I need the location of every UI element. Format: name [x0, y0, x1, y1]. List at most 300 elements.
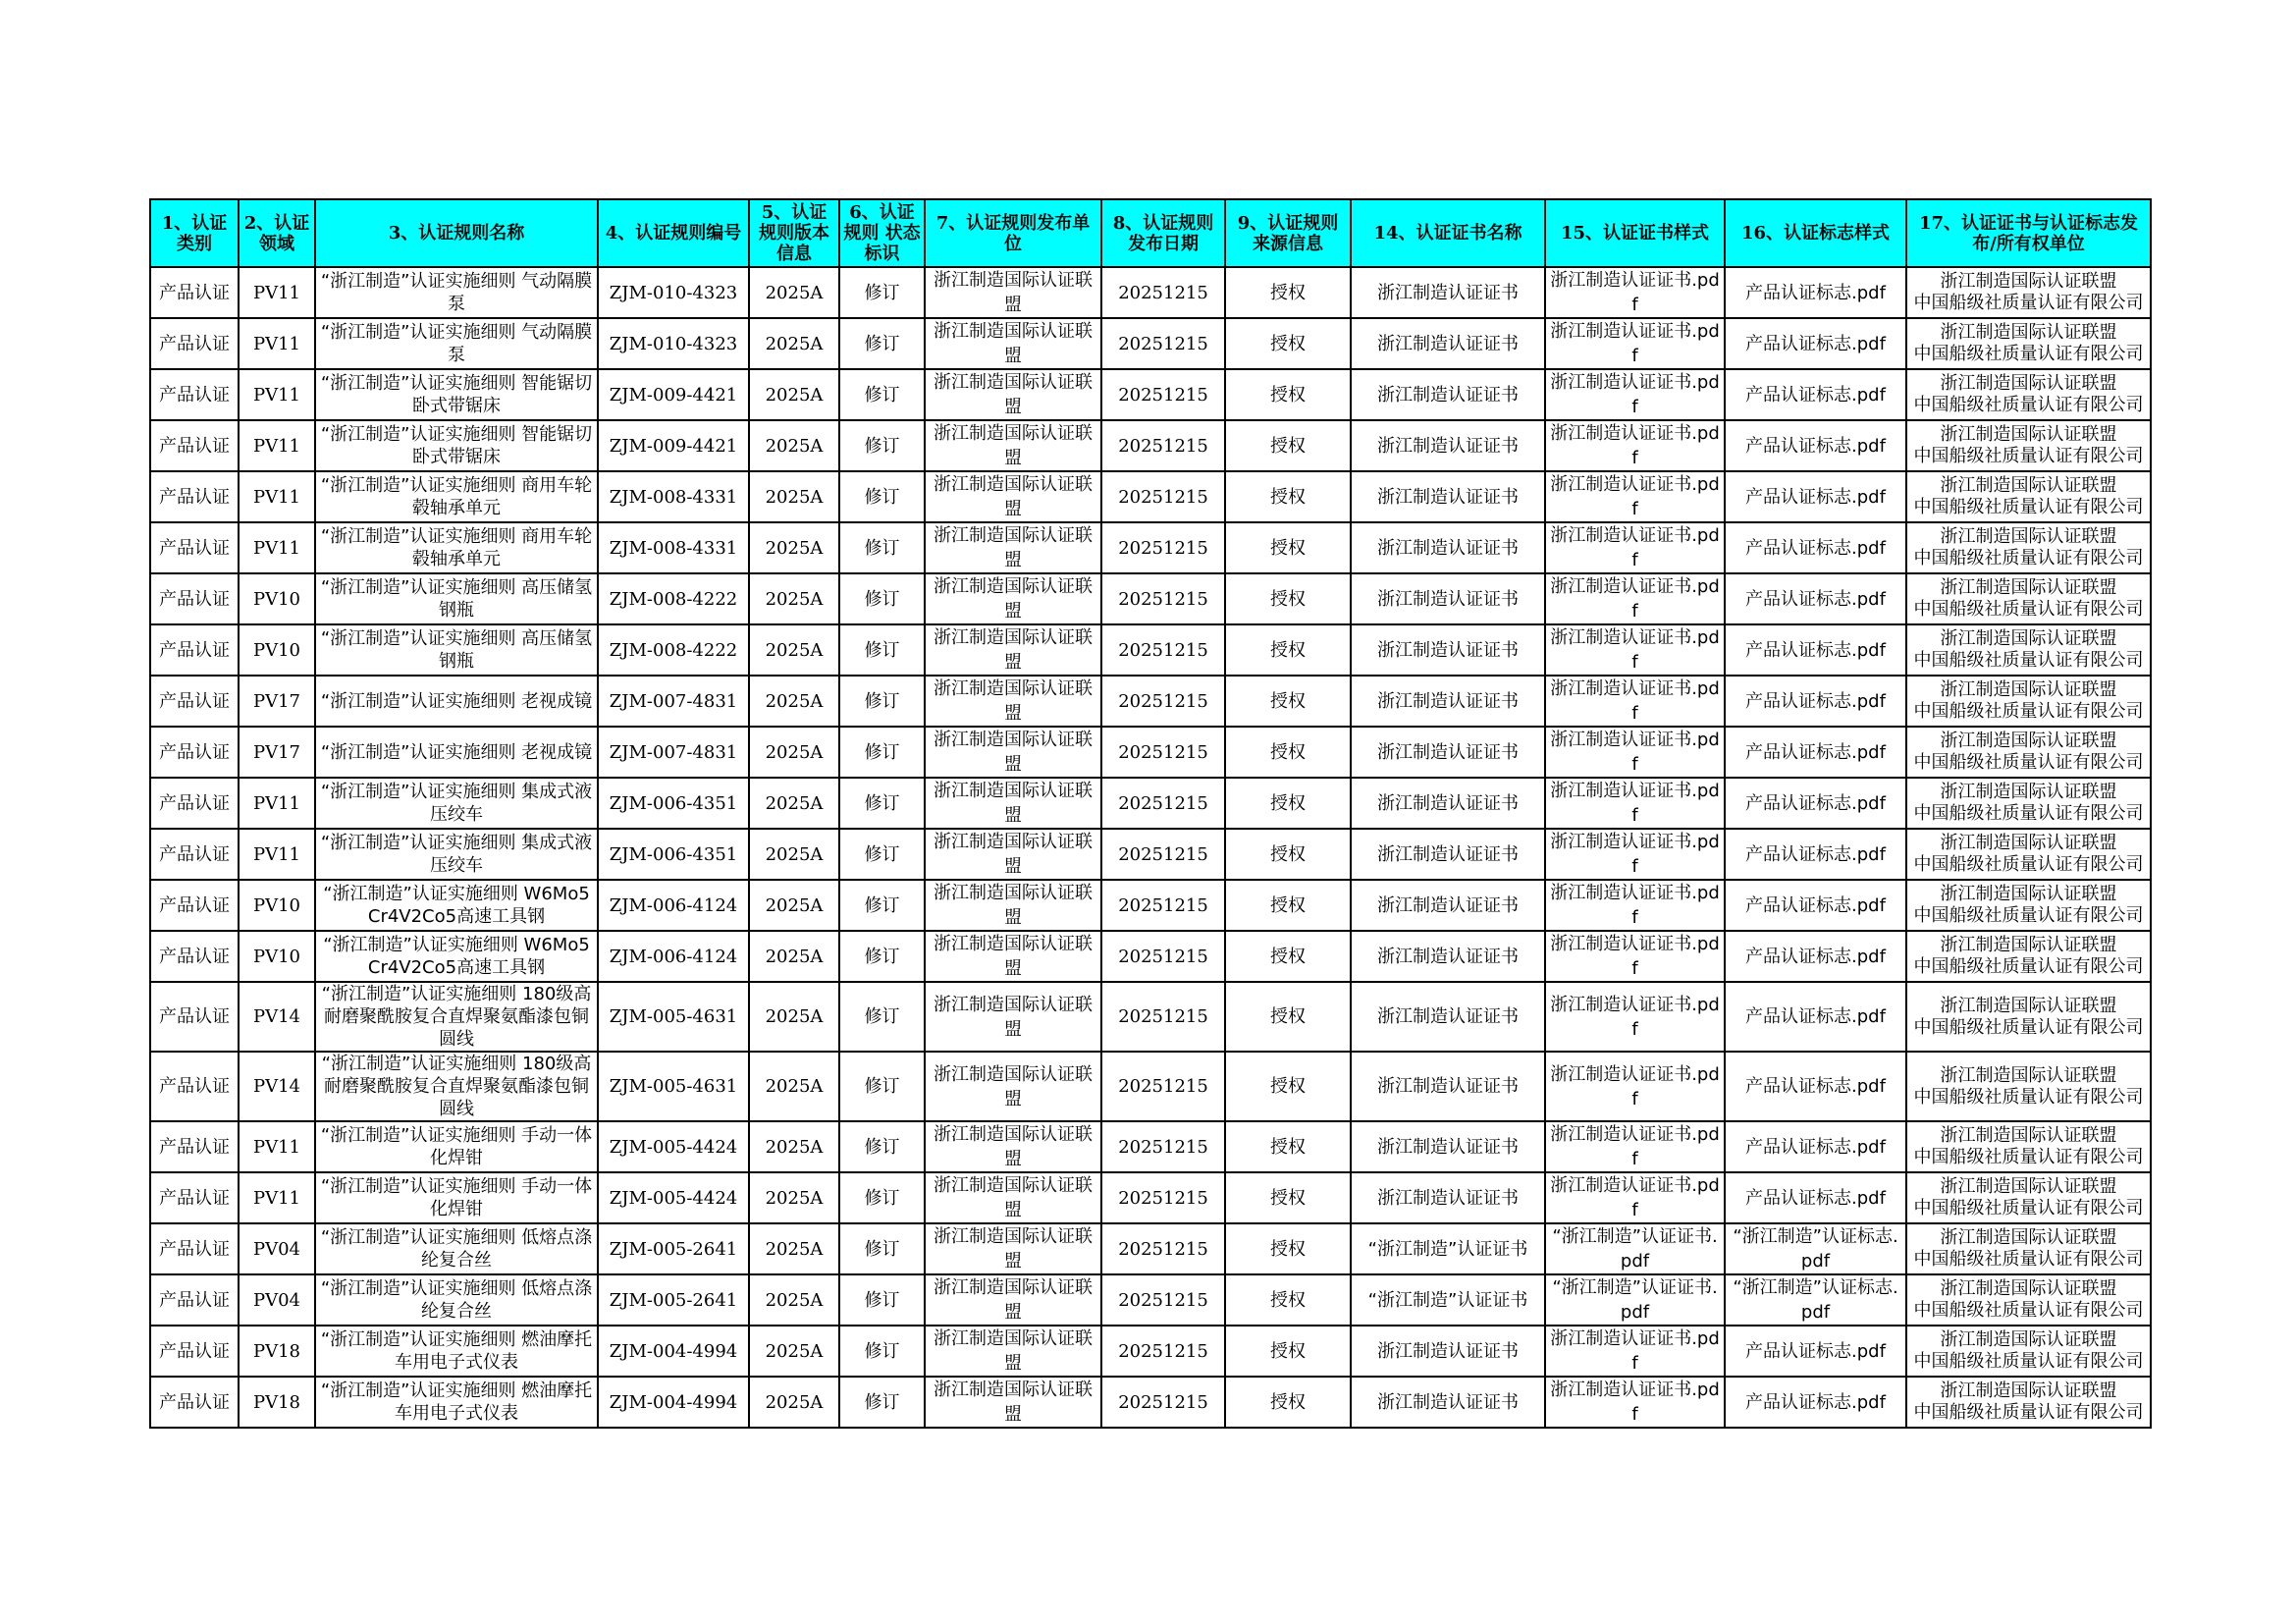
rule-code-cell: ZJM-006-4351 — [598, 778, 749, 829]
publisher-cell: 浙江制造国际认证联盟 — [925, 573, 1101, 624]
table-row — [150, 727, 2151, 778]
status-cell: 修订 — [839, 1052, 925, 1121]
mark-style-cell: 产品认证标志.pdf — [1725, 573, 1906, 624]
rule-code-cell: ZJM-004-4994 — [598, 1326, 749, 1377]
cert-style-cell: 浙江制造认证证书.pdf — [1545, 931, 1725, 982]
owner-line-1: 浙江制造国际认证联盟 — [1940, 475, 2117, 496]
cert-style-cell: 浙江制造认证证书.pdf — [1545, 267, 1725, 318]
source-cell: 授权 — [1225, 267, 1351, 318]
category-cell: 产品认证 — [150, 318, 239, 369]
field-cell: PV10 — [239, 931, 315, 982]
mark-style-cell: 产品认证标志.pdf — [1725, 982, 1906, 1052]
table-row — [150, 982, 2151, 1052]
owner-cell — [1906, 318, 2151, 369]
owner-cell — [1906, 1326, 2151, 1377]
category-cell: 产品认证 — [150, 624, 239, 676]
publisher-cell: 浙江制造国际认证联盟 — [925, 829, 1101, 880]
owner-line-1: 浙江制造国际认证联盟 — [1940, 1064, 2117, 1086]
table-row — [150, 369, 2151, 420]
rule-code-cell: ZJM-005-2641 — [598, 1223, 749, 1274]
status-cell: 修订 — [839, 1274, 925, 1326]
version-cell: 2025A — [749, 1172, 839, 1223]
owner-line-1: 浙江制造国际认证联盟 — [1940, 1278, 2117, 1299]
owner-line-2: 中国船级社质量认证有限公司 — [1913, 293, 2144, 313]
category-cell: 产品认证 — [150, 880, 239, 931]
owner-line-1: 浙江制造国际认证联盟 — [1940, 833, 2117, 853]
owner-line-2: 中国船级社质量认证有限公司 — [1913, 1300, 2144, 1321]
rule-code-cell: ZJM-004-4994 — [598, 1377, 749, 1428]
table-row — [150, 522, 2151, 573]
owner-line-1: 浙江制造国际认证联盟 — [1940, 884, 2117, 904]
version-cell: 2025A — [749, 420, 839, 471]
owner-line-2: 中国船级社质量认证有限公司 — [1913, 1016, 2144, 1038]
status-cell: 修订 — [839, 1326, 925, 1377]
version-cell: 2025A — [749, 318, 839, 369]
rule-code-cell: ZJM-006-4351 — [598, 829, 749, 880]
cert-name-cell: 浙江制造认证证书 — [1351, 624, 1545, 676]
rule-code-cell: ZJM-005-4631 — [598, 1052, 749, 1121]
version-cell: 2025A — [749, 1326, 839, 1377]
publish-date-cell: 20251215 — [1101, 1274, 1225, 1326]
category-cell: 产品认证 — [150, 522, 239, 573]
publish-date-cell: 20251215 — [1101, 267, 1225, 318]
source-cell: 授权 — [1225, 1052, 1351, 1121]
cert-name-cell: 浙江制造认证证书 — [1351, 829, 1545, 880]
version-cell: 2025A — [749, 982, 839, 1052]
field-cell: PV11 — [239, 829, 315, 880]
rule-name-cell: “浙江制造”认证实施细则 燃油摩托车用电子式仪表 — [315, 1377, 598, 1428]
cert-name-cell: “浙江制造”认证证书 — [1351, 1223, 1545, 1274]
cert-name-cell: 浙江制造认证证书 — [1351, 1121, 1545, 1172]
owner-cell — [1906, 1223, 2151, 1274]
publisher-cell: 浙江制造国际认证联盟 — [925, 1121, 1101, 1172]
publish-date-cell: 20251215 — [1101, 318, 1225, 369]
mark-style-cell: 产品认证标志.pdf — [1725, 1172, 1906, 1223]
cert-name-cell: 浙江制造认证证书 — [1351, 471, 1545, 522]
cert-name-cell: 浙江制造认证证书 — [1351, 522, 1545, 573]
category-cell: 产品认证 — [150, 1121, 239, 1172]
table-row — [150, 1274, 2151, 1326]
owner-line-1: 浙江制造国际认证联盟 — [1940, 1380, 2117, 1401]
category-cell: 产品认证 — [150, 1274, 239, 1326]
cert-name-cell: 浙江制造认证证书 — [1351, 778, 1545, 829]
category-cell: 产品认证 — [150, 778, 239, 829]
cert-name-cell: 浙江制造认证证书 — [1351, 1377, 1545, 1428]
table-row — [150, 1121, 2151, 1172]
owner-cell — [1906, 1274, 2151, 1326]
source-cell: 授权 — [1225, 318, 1351, 369]
header-cell: 5、认证规则版本信息 — [749, 199, 839, 267]
header-cell: 6、认证规则 状态标识 — [839, 199, 925, 267]
header-cell: 14、认证证书名称 — [1351, 199, 1545, 267]
field-cell: PV14 — [239, 982, 315, 1052]
field-cell: PV10 — [239, 880, 315, 931]
owner-cell — [1906, 1052, 2151, 1121]
table-row — [150, 1377, 2151, 1428]
field-cell: PV11 — [239, 369, 315, 420]
cert-name-cell: 浙江制造认证证书 — [1351, 1326, 1545, 1377]
header-cell: 7、认证规则发布单位 — [925, 199, 1101, 267]
rule-name-cell: “浙江制造”认证实施细则 智能锯切卧式带锯床 — [315, 420, 598, 471]
publish-date-cell: 20251215 — [1101, 931, 1225, 982]
mark-style-cell: 产品认证标志.pdf — [1725, 676, 1906, 727]
cert-style-cell: 浙江制造认证证书.pdf — [1545, 471, 1725, 522]
owner-line-2: 中国船级社质量认证有限公司 — [1913, 956, 2144, 977]
version-cell: 2025A — [749, 1223, 839, 1274]
owner-cell — [1906, 1121, 2151, 1172]
publish-date-cell: 20251215 — [1101, 471, 1225, 522]
owner-cell — [1906, 676, 2151, 727]
mark-style-cell: 产品认证标志.pdf — [1725, 829, 1906, 880]
owner-line-2: 中国船级社质量认证有限公司 — [1913, 1147, 2144, 1167]
table-row — [150, 880, 2151, 931]
table-row — [150, 778, 2151, 829]
publish-date-cell: 20251215 — [1101, 369, 1225, 420]
source-cell: 授权 — [1225, 522, 1351, 573]
owner-line-2: 中国船级社质量认证有限公司 — [1913, 599, 2144, 620]
owner-line-2: 中国船级社质量认证有限公司 — [1913, 854, 2144, 875]
cert-name-cell: 浙江制造认证证书 — [1351, 369, 1545, 420]
owner-line-1: 浙江制造国际认证联盟 — [1940, 271, 2117, 292]
field-cell: PV04 — [239, 1274, 315, 1326]
publisher-cell: 浙江制造国际认证联盟 — [925, 1326, 1101, 1377]
category-cell: 产品认证 — [150, 1052, 239, 1121]
publish-date-cell: 20251215 — [1101, 1121, 1225, 1172]
field-cell: PV04 — [239, 1223, 315, 1274]
category-cell: 产品认证 — [150, 931, 239, 982]
owner-cell — [1906, 931, 2151, 982]
publish-date-cell: 20251215 — [1101, 573, 1225, 624]
category-cell: 产品认证 — [150, 420, 239, 471]
owner-line-2: 中国船级社质量认证有限公司 — [1913, 905, 2144, 926]
category-cell: 产品认证 — [150, 471, 239, 522]
category-cell: 产品认证 — [150, 727, 239, 778]
owner-line-2: 中国船级社质量认证有限公司 — [1913, 1351, 2144, 1372]
owner-line-2: 中国船级社质量认证有限公司 — [1913, 650, 2144, 671]
owner-line-1: 浙江制造国际认证联盟 — [1940, 782, 2117, 802]
publish-date-cell: 20251215 — [1101, 778, 1225, 829]
cert-style-cell: 浙江制造认证证书.pdf — [1545, 676, 1725, 727]
mark-style-cell: 产品认证标志.pdf — [1725, 880, 1906, 931]
publish-date-cell: 20251215 — [1101, 1172, 1225, 1223]
rule-name-cell: “浙江制造”认证实施细则 手动一体化焊钳 — [315, 1121, 598, 1172]
owner-line-2: 中国船级社质量认证有限公司 — [1913, 446, 2144, 466]
cert-style-cell: 浙江制造认证证书.pdf — [1545, 369, 1725, 420]
header-cell: 16、认证标志样式 — [1725, 199, 1906, 267]
publisher-cell: 浙江制造国际认证联盟 — [925, 931, 1101, 982]
rule-name-cell: “浙江制造”认证实施细则 180级高耐磨聚酰胺复合直焊聚氨酯漆包铜圆线 — [315, 982, 598, 1052]
version-cell: 2025A — [749, 522, 839, 573]
version-cell: 2025A — [749, 369, 839, 420]
field-cell: PV11 — [239, 778, 315, 829]
owner-cell — [1906, 369, 2151, 420]
owner-line-2: 中国船级社质量认证有限公司 — [1913, 803, 2144, 824]
rule-code-cell: ZJM-008-4331 — [598, 522, 749, 573]
owner-line-2: 中国船级社质量认证有限公司 — [1913, 344, 2144, 364]
source-cell: 授权 — [1225, 982, 1351, 1052]
source-cell: 授权 — [1225, 1121, 1351, 1172]
rule-code-cell: ZJM-008-4222 — [598, 573, 749, 624]
status-cell: 修订 — [839, 1377, 925, 1428]
category-cell: 产品认证 — [150, 267, 239, 318]
owner-line-1: 浙江制造国际认证联盟 — [1940, 526, 2117, 547]
publisher-cell: 浙江制造国际认证联盟 — [925, 1274, 1101, 1326]
publish-date-cell: 20251215 — [1101, 982, 1225, 1052]
header-cell: 17、认证证书与认证标志发布/所有权单位 — [1906, 199, 2151, 267]
field-cell: PV11 — [239, 420, 315, 471]
publisher-cell: 浙江制造国际认证联盟 — [925, 471, 1101, 522]
publisher-cell: 浙江制造国际认证联盟 — [925, 522, 1101, 573]
rule-name-cell: “浙江制造”认证实施细则 老视成镜 — [315, 727, 598, 778]
version-cell: 2025A — [749, 778, 839, 829]
owner-line-2: 中国船级社质量认证有限公司 — [1913, 1402, 2144, 1423]
owner-line-2: 中国船级社质量认证有限公司 — [1913, 701, 2144, 722]
publisher-cell: 浙江制造国际认证联盟 — [925, 676, 1101, 727]
rule-code-cell: ZJM-010-4323 — [598, 267, 749, 318]
category-cell: 产品认证 — [150, 1377, 239, 1428]
rule-name-cell: “浙江制造”认证实施细则 气动隔膜泵 — [315, 267, 598, 318]
publish-date-cell: 20251215 — [1101, 676, 1225, 727]
status-cell: 修订 — [839, 267, 925, 318]
owner-cell — [1906, 573, 2151, 624]
rule-code-cell: ZJM-005-4424 — [598, 1172, 749, 1223]
version-cell: 2025A — [749, 471, 839, 522]
publish-date-cell: 20251215 — [1101, 1326, 1225, 1377]
source-cell: 授权 — [1225, 778, 1351, 829]
cert-name-cell: 浙江制造认证证书 — [1351, 1052, 1545, 1121]
table-row — [150, 829, 2151, 880]
owner-line-1: 浙江制造国际认证联盟 — [1940, 995, 2117, 1016]
owner-cell — [1906, 1377, 2151, 1428]
version-cell: 2025A — [749, 931, 839, 982]
status-cell: 修订 — [839, 420, 925, 471]
owner-cell — [1906, 727, 2151, 778]
source-cell: 授权 — [1225, 1326, 1351, 1377]
version-cell: 2025A — [749, 829, 839, 880]
source-cell: 授权 — [1225, 573, 1351, 624]
owner-cell — [1906, 1172, 2151, 1223]
source-cell: 授权 — [1225, 727, 1351, 778]
publisher-cell: 浙江制造国际认证联盟 — [925, 420, 1101, 471]
mark-style-cell: 产品认证标志.pdf — [1725, 1121, 1906, 1172]
table-row — [150, 318, 2151, 369]
publish-date-cell: 20251215 — [1101, 1052, 1225, 1121]
version-cell: 2025A — [749, 1377, 839, 1428]
owner-line-2: 中国船级社质量认证有限公司 — [1913, 1086, 2144, 1108]
rule-code-cell: ZJM-006-4124 — [598, 880, 749, 931]
rule-name-cell: “浙江制造”认证实施细则 集成式液压绞车 — [315, 829, 598, 880]
owner-cell — [1906, 982, 2151, 1052]
mark-style-cell: 产品认证标志.pdf — [1725, 471, 1906, 522]
rule-name-cell: “浙江制造”认证实施细则 低熔点涤纶复合丝 — [315, 1223, 598, 1274]
publisher-cell: 浙江制造国际认证联盟 — [925, 1172, 1101, 1223]
publish-date-cell: 20251215 — [1101, 522, 1225, 573]
field-cell: PV17 — [239, 727, 315, 778]
version-cell: 2025A — [749, 880, 839, 931]
mark-style-cell: 产品认证标志.pdf — [1725, 1052, 1906, 1121]
publisher-cell: 浙江制造国际认证联盟 — [925, 1223, 1101, 1274]
cert-name-cell: 浙江制造认证证书 — [1351, 880, 1545, 931]
cert-name-cell: 浙江制造认证证书 — [1351, 982, 1545, 1052]
owner-line-2: 中国船级社质量认证有限公司 — [1913, 497, 2144, 517]
rule-name-cell: “浙江制造”认证实施细则 W6Mo5Cr4V2Co5高速工具钢 — [315, 880, 598, 931]
cert-style-cell: 浙江制造认证证书.pdf — [1545, 624, 1725, 676]
table-row — [150, 624, 2151, 676]
owner-cell — [1906, 420, 2151, 471]
owner-line-1: 浙江制造国际认证联盟 — [1940, 628, 2117, 649]
rule-name-cell: “浙江制造”认证实施细则 低熔点涤纶复合丝 — [315, 1274, 598, 1326]
publisher-cell: 浙江制造国际认证联盟 — [925, 318, 1101, 369]
status-cell: 修订 — [839, 1172, 925, 1223]
status-cell: 修订 — [839, 931, 925, 982]
rule-name-cell: “浙江制造”认证实施细则 气动隔膜泵 — [315, 318, 598, 369]
owner-cell — [1906, 880, 2151, 931]
publisher-cell: 浙江制造国际认证联盟 — [925, 982, 1101, 1052]
mark-style-cell: 产品认证标志.pdf — [1725, 624, 1906, 676]
cert-style-cell: 浙江制造认证证书.pdf — [1545, 829, 1725, 880]
source-cell: 授权 — [1225, 1172, 1351, 1223]
cert-style-cell: 浙江制造认证证书.pdf — [1545, 880, 1725, 931]
mark-style-cell: 产品认证标志.pdf — [1725, 318, 1906, 369]
rule-code-cell: ZJM-005-4631 — [598, 982, 749, 1052]
mark-style-cell: “浙江制造”认证标志.pdf — [1725, 1274, 1906, 1326]
field-cell: PV18 — [239, 1326, 315, 1377]
source-cell: 授权 — [1225, 1274, 1351, 1326]
cert-name-cell: 浙江制造认证证书 — [1351, 420, 1545, 471]
mark-style-cell: 产品认证标志.pdf — [1725, 522, 1906, 573]
table-row — [150, 676, 2151, 727]
version-cell: 2025A — [749, 267, 839, 318]
status-cell: 修订 — [839, 676, 925, 727]
rule-code-cell: ZJM-009-4421 — [598, 369, 749, 420]
cert-style-cell: 浙江制造认证证书.pdf — [1545, 522, 1725, 573]
owner-line-2: 中国船级社质量认证有限公司 — [1913, 1249, 2144, 1270]
field-cell: PV11 — [239, 318, 315, 369]
rule-code-cell: ZJM-005-4424 — [598, 1121, 749, 1172]
rule-name-cell: “浙江制造”认证实施细则 商用车轮毂轴承单元 — [315, 522, 598, 573]
owner-line-2: 中国船级社质量认证有限公司 — [1913, 752, 2144, 773]
table-row — [150, 1172, 2151, 1223]
status-cell: 修订 — [839, 624, 925, 676]
publish-date-cell: 20251215 — [1101, 624, 1225, 676]
cert-style-cell: “浙江制造”认证证书.pdf — [1545, 1223, 1725, 1274]
cert-style-cell: 浙江制造认证证书.pdf — [1545, 727, 1725, 778]
publisher-cell: 浙江制造国际认证联盟 — [925, 727, 1101, 778]
owner-line-2: 中国船级社质量认证有限公司 — [1913, 548, 2144, 568]
mark-style-cell: 产品认证标志.pdf — [1725, 267, 1906, 318]
owner-cell — [1906, 624, 2151, 676]
status-cell: 修订 — [839, 522, 925, 573]
publish-date-cell: 20251215 — [1101, 1377, 1225, 1428]
owner-cell — [1906, 778, 2151, 829]
owner-line-1: 浙江制造国际认证联盟 — [1940, 373, 2117, 394]
publish-date-cell: 20251215 — [1101, 829, 1225, 880]
rule-code-cell: ZJM-007-4831 — [598, 727, 749, 778]
header-cell: 9、认证规则来源信息 — [1225, 199, 1351, 267]
field-cell: PV11 — [239, 1121, 315, 1172]
category-cell: 产品认证 — [150, 676, 239, 727]
category-cell: 产品认证 — [150, 573, 239, 624]
owner-cell — [1906, 267, 2151, 318]
publisher-cell: 浙江制造国际认证联盟 — [925, 1377, 1101, 1428]
field-cell: PV10 — [239, 624, 315, 676]
owner-line-1: 浙江制造国际认证联盟 — [1940, 935, 2117, 955]
cert-name-cell: 浙江制造认证证书 — [1351, 573, 1545, 624]
table-row — [150, 573, 2151, 624]
version-cell: 2025A — [749, 1052, 839, 1121]
field-cell: PV11 — [239, 1172, 315, 1223]
cert-name-cell: 浙江制造认证证书 — [1351, 727, 1545, 778]
cert-name-cell: 浙江制造认证证书 — [1351, 676, 1545, 727]
category-cell: 产品认证 — [150, 1326, 239, 1377]
owner-line-2: 中国船级社质量认证有限公司 — [1913, 395, 2144, 415]
source-cell: 授权 — [1225, 624, 1351, 676]
status-cell: 修订 — [839, 727, 925, 778]
field-cell: PV11 — [239, 522, 315, 573]
table-row — [150, 931, 2151, 982]
cert-name-cell: 浙江制造认证证书 — [1351, 318, 1545, 369]
owner-line-1: 浙江制造国际认证联盟 — [1940, 679, 2117, 700]
field-cell: PV11 — [239, 471, 315, 522]
mark-style-cell: 产品认证标志.pdf — [1725, 1326, 1906, 1377]
source-cell: 授权 — [1225, 369, 1351, 420]
mark-style-cell: “浙江制造”认证标志.pdf — [1725, 1223, 1906, 1274]
status-cell: 修订 — [839, 880, 925, 931]
version-cell: 2025A — [749, 676, 839, 727]
cert-name-cell: 浙江制造认证证书 — [1351, 1172, 1545, 1223]
publisher-cell: 浙江制造国际认证联盟 — [925, 778, 1101, 829]
owner-cell — [1906, 522, 2151, 573]
version-cell: 2025A — [749, 624, 839, 676]
publish-date-cell: 20251215 — [1101, 420, 1225, 471]
publisher-cell: 浙江制造国际认证联盟 — [925, 369, 1101, 420]
header-cell: 2、认证领域 — [239, 199, 315, 267]
owner-cell — [1906, 471, 2151, 522]
header-row — [150, 199, 2151, 267]
field-cell: PV17 — [239, 676, 315, 727]
field-cell: PV11 — [239, 267, 315, 318]
rule-name-cell: “浙江制造”认证实施细则 老视成镜 — [315, 676, 598, 727]
table-row — [150, 420, 2151, 471]
header-cell: 4、认证规则编号 — [598, 199, 749, 267]
status-cell: 修订 — [839, 471, 925, 522]
cert-style-cell: 浙江制造认证证书.pdf — [1545, 420, 1725, 471]
cert-style-cell: 浙江制造认证证书.pdf — [1545, 1121, 1725, 1172]
rule-name-cell: “浙江制造”认证实施细则 180级高耐磨聚酰胺复合直焊聚氨酯漆包铜圆线 — [315, 1052, 598, 1121]
rule-code-cell: ZJM-007-4831 — [598, 676, 749, 727]
mark-style-cell: 产品认证标志.pdf — [1725, 931, 1906, 982]
publisher-cell: 浙江制造国际认证联盟 — [925, 1052, 1101, 1121]
cert-style-cell: 浙江制造认证证书.pdf — [1545, 1052, 1725, 1121]
status-cell: 修订 — [839, 573, 925, 624]
publish-date-cell: 20251215 — [1101, 727, 1225, 778]
rule-code-cell: ZJM-010-4323 — [598, 318, 749, 369]
cert-style-cell: 浙江制造认证证书.pdf — [1545, 1377, 1725, 1428]
rule-code-cell: ZJM-009-4421 — [598, 420, 749, 471]
field-cell: PV14 — [239, 1052, 315, 1121]
owner-line-1: 浙江制造国际认证联盟 — [1940, 1329, 2117, 1350]
category-cell: 产品认证 — [150, 829, 239, 880]
header-cell: 1、认证类别 — [150, 199, 239, 267]
rule-code-cell: ZJM-006-4124 — [598, 931, 749, 982]
publisher-cell: 浙江制造国际认证联盟 — [925, 880, 1101, 931]
table-row — [150, 1052, 2151, 1121]
status-cell: 修订 — [839, 982, 925, 1052]
rule-name-cell: “浙江制造”认证实施细则 燃油摩托车用电子式仪表 — [315, 1326, 598, 1377]
source-cell: 授权 — [1225, 880, 1351, 931]
status-cell: 修订 — [839, 1121, 925, 1172]
mark-style-cell: 产品认证标志.pdf — [1725, 369, 1906, 420]
